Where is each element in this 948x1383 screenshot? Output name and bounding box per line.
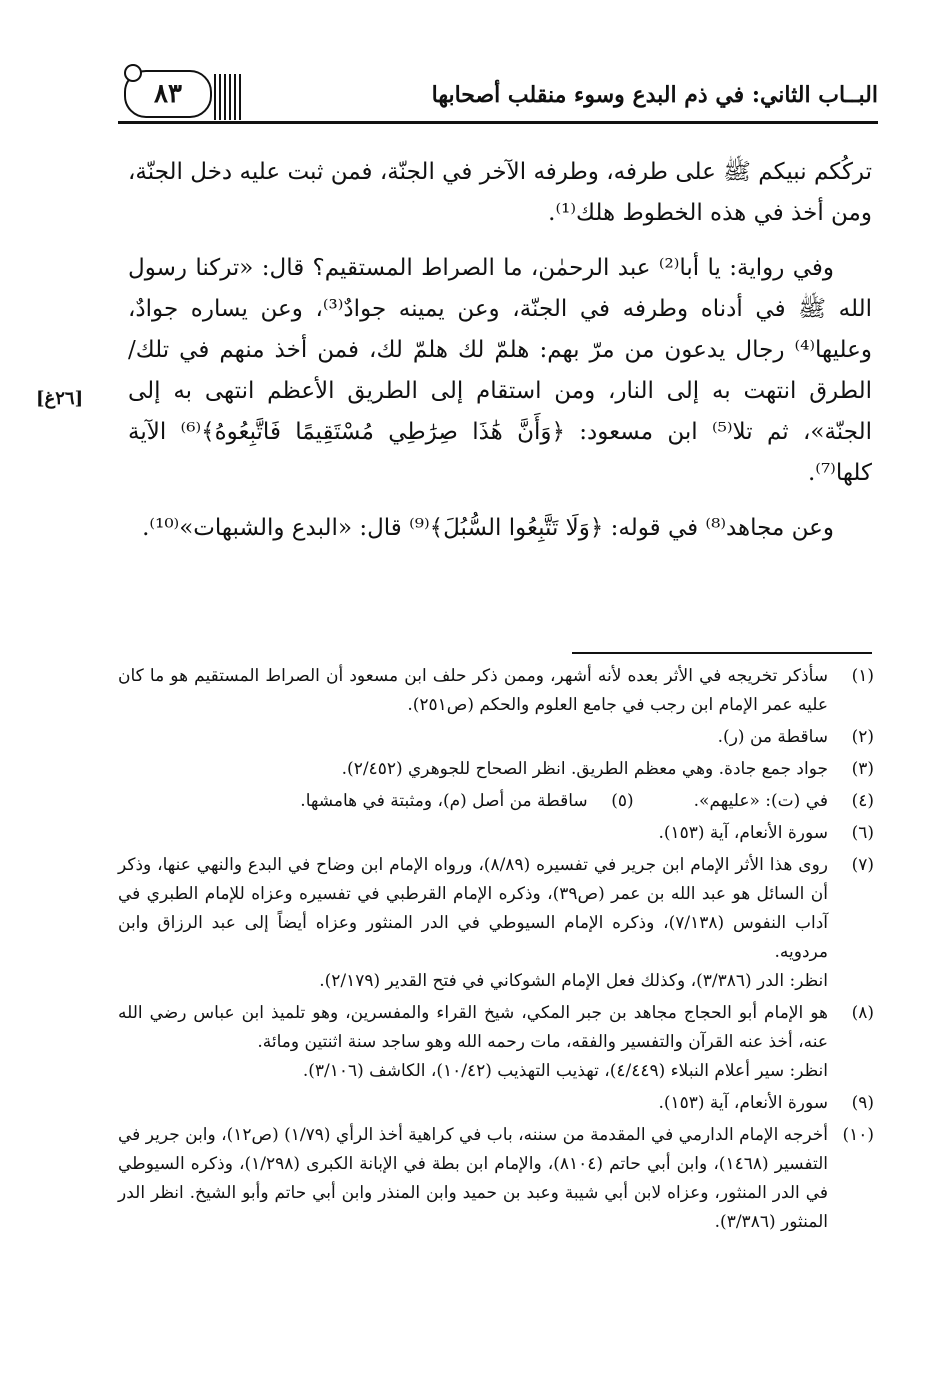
footnote-number: (٩): [851, 1093, 874, 1113]
footnote-text: سورة الأنعام، آية (١٥٣).: [658, 823, 828, 843]
footnote-4: [694, 787, 874, 816]
footnote-2: [118, 723, 874, 752]
main-text: [128, 152, 872, 563]
footnote-number: (٨): [851, 1003, 874, 1023]
header-rule: [118, 121, 878, 124]
footnote-number: (٦): [851, 823, 874, 843]
footnote-6: [118, 819, 874, 848]
footnote-8: [118, 999, 874, 1086]
footnote-reference: انظر: سير أعلام النبلاء (٤/٤٤٩)، تهذيب التهذيب (١٠/٤٢)، الكاشف (٣/١٠٦).: [302, 1061, 828, 1081]
footnote-number: (٤): [851, 791, 874, 811]
manuscript-folio-note: [٢٦غ]: [36, 388, 84, 409]
footnote-text: ساقطة من أصل (م)، ومثبتة في هامشها.: [300, 791, 588, 811]
footnote-number: (٥): [611, 791, 634, 811]
footnote-number: (٣): [851, 759, 874, 779]
page-number: ٨٣: [154, 79, 182, 109]
footnote-5: [300, 787, 633, 816]
footnote-reference: انظر: الدر (٣/٣٨٦)، وكذلك فعل الإمام الشوكاني في فتح القدير (٢/١٧٩).: [319, 971, 828, 991]
footnote-number: (٧): [851, 855, 874, 875]
footnote-9: [118, 1089, 874, 1118]
footnote-text: جواد جمع جادة. وهي معظم الطريق. انظر الصحاح للجوهري (٢/٤٥٢).: [341, 759, 828, 779]
footnote-text: سأذكر تخريجه في الأثر بعده لأنه أشهر، وممن ذكر حلف ابن مسعود أن الصراط المستقيم هو ما كان عليه عمر الإمام ابن رجب في جامع العلوم والحكم (ص٢٥١).: [118, 666, 828, 715]
footnote-text: هو الإمام أبو الحجاج مجاهد بن جبر المكي، شيخ القراء والمفسرين، وهو تلميذ ابن عباس رضي الله عنه، أخذ عنه القرآن والتفسير والفقه، مات رحمه الله وهو ساجد سنة اثنتين ومائة.: [118, 1003, 828, 1052]
footnote-divider: [572, 652, 872, 654]
footnote-3: [118, 755, 874, 784]
paragraph-3: وعن مجاهد⁽⁸⁾ في قوله: ﴿وَلَا تَتَّبِعُوا السُّبُلَ﴾⁽⁹⁾ قال: «البدع والشبهات»⁽¹⁰⁾.: [142, 515, 834, 541]
footnote-number: (١٠): [842, 1125, 874, 1145]
header-ornament: [214, 74, 244, 120]
footnote-text: في (ت): «عليهم».: [693, 791, 828, 811]
footnote-row-4-5: [118, 787, 874, 819]
page-number-badge: [124, 70, 212, 118]
footnote-text: ساقطة من (ر).: [717, 727, 828, 747]
chapter-title: البــاب الثاني: في ذم البدع وسوء منقلب أصحابها: [431, 82, 878, 108]
ornament-ring-icon: [124, 64, 142, 82]
footnote-text: أخرجه الإمام الدارمي في المقدمة من سننه، باب في كراهية أخذ الرأي (١/٧٩) (ص١٢)، وابن جرير في التفسير (١٤٦٨)، وابن أبي حاتم (٨١٠٤)، والإمام ابن بطة في الإبانة الكبرى (١/٢٩٨)، وذكره السيوطي في الدر المنثور، وعزاه لابن أبي شيبة وعبد بن حميد وابن المنذر وابن أبي حاتم وأبو الشيخ. انظر الدر المنثور (٣/٣٨٦).: [118, 1125, 828, 1232]
footnote-number: (٢): [851, 727, 874, 747]
footnote-number: (١): [851, 666, 874, 686]
running-header: [118, 70, 878, 124]
footnote-7: [118, 851, 874, 996]
footnote-text: روى هذا الأثر الإمام ابن جرير في تفسيره (٨/٨٩)، ورواه الإمام ابن وضاح في البدع والنهي عنها، وذكر أن السائل هو عبد الله بن عمر (ص٣٩)، وذكره الإمام القرطبي في تفسيره وعزاه للإمام الطبري في آداب النفوس (٧/١٣٨)، وذكره الإمام السيوطي في الدر المنثور وعزاه أيضاً إلى عبد الرزاق وابن مردويه.: [118, 855, 828, 962]
paragraph-1: تركُكم نبيكم ﷺ على طرفه، وطرفه الآخر في الجنّة، فمن ثبت عليه دخل الجنّة، ومن أخذ في هذه الخطوط هلك⁽¹⁾.: [128, 159, 872, 226]
footnote-10: [118, 1121, 874, 1237]
footnote-text: سورة الأنعام، آية (١٥٣).: [658, 1093, 828, 1113]
footnote-1: [118, 662, 874, 720]
paragraph-2: وفي رواية: يا أبا⁽²⁾ عبد الرحمٰن، ما الصراط المستقيم؟ قال: «تركنا رسول الله ﷺ في أدناه وطرفه في الجنّة، وعن يمينه جوادٌ⁽³⁾، وعن يساره جوادٌ، وعليها⁽⁴⁾ رجال يدعون من مرّ بهم: هلمّ لك هلمّ لك، فمن أخذ منهم في تلك/ الطرق انتهت به إلى النار، ومن استقام إلى الطريق الأعظم انتهى به إلى الجنّة»، ثم تلا⁽⁵⁾ ابن مسعود: ﴿وَأَنَّ هَٰذَا صِرَٰطِي مُسْتَقِيمًا فَاتَّبِعُوهُ﴾⁽⁶⁾ الآية كلها⁽⁷⁾.: [128, 255, 872, 486]
footnotes: [118, 662, 874, 1240]
